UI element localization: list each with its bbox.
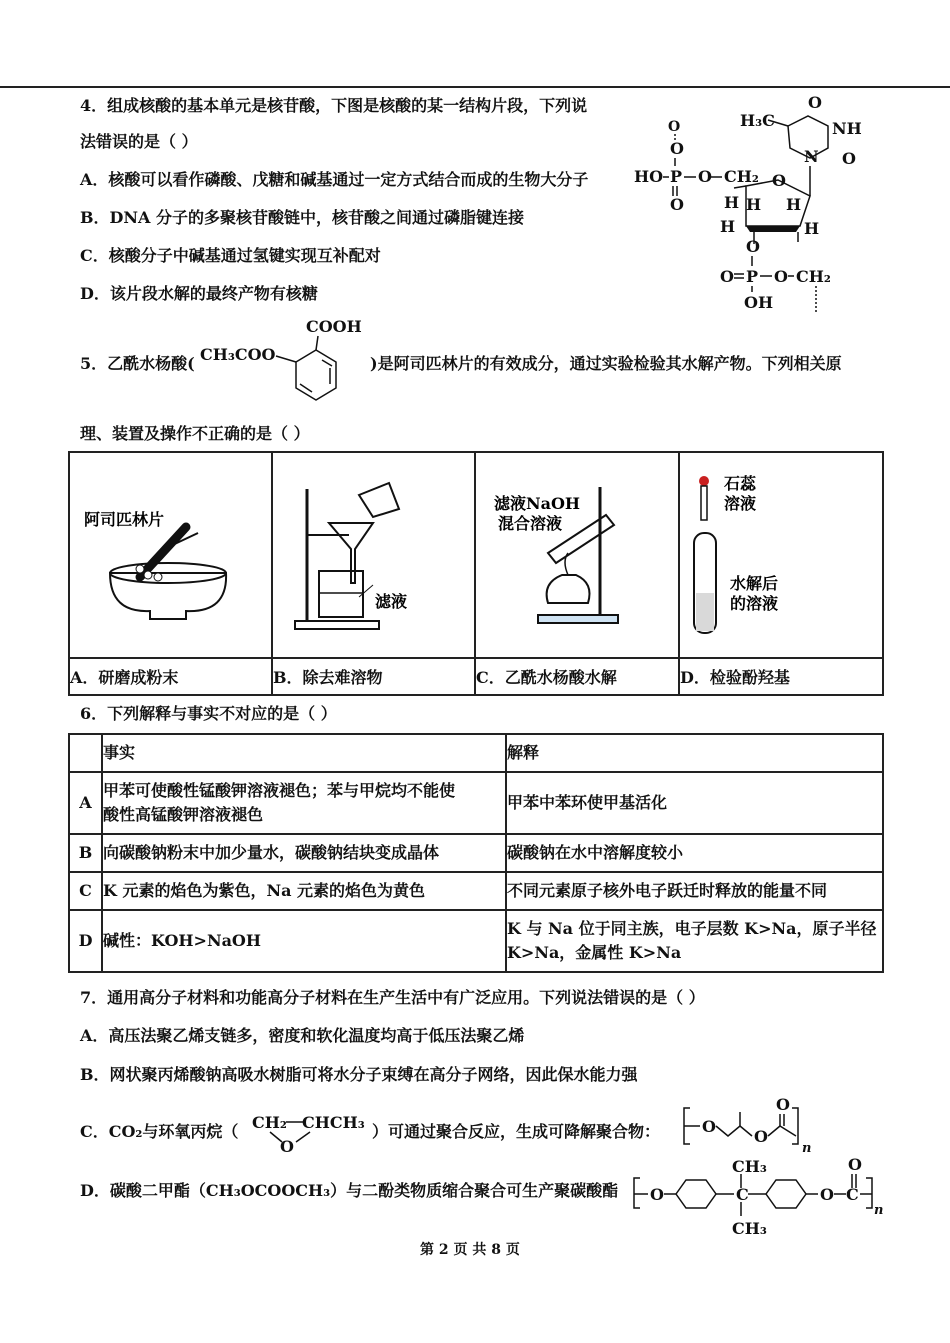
- svg-text:H₃C: H₃C: [740, 111, 775, 130]
- svg-text:CH₂: CH₂: [724, 167, 759, 186]
- q6-row-label: C: [69, 872, 102, 910]
- svg-text:O: O: [772, 171, 786, 190]
- svg-text:O: O: [650, 1185, 664, 1204]
- page-footer: 第 2 页 共 8 页: [420, 1242, 520, 1258]
- svg-text:O: O: [668, 119, 681, 135]
- q6-header-fact: 事实: [102, 734, 506, 772]
- svg-text:C: C: [736, 1185, 749, 1204]
- q4-option-b: B．DNA 分子的多聚核苷酸链中，核苷酸之间通过磷脂键连接: [80, 208, 525, 227]
- svg-text:N: N: [804, 147, 819, 166]
- svg-text:CH₃COO: CH₃COO: [200, 345, 276, 364]
- filtration-apparatus-image: [273, 453, 473, 657]
- svg-text:O: O: [842, 149, 856, 168]
- q6-header-explain: 解释: [506, 734, 883, 772]
- svg-text:OH: OH: [744, 293, 774, 312]
- svg-text:溶液: 溶液: [724, 494, 757, 513]
- nucleotide-structure-diagram: [628, 86, 878, 316]
- svg-text:石蕊: 石蕊: [724, 474, 757, 493]
- q5-image-d: [679, 452, 883, 658]
- polycarbonate-product-structure: [680, 1096, 820, 1156]
- q7-option-b: B．网状聚丙烯酸钠高吸水树脂可将水分子束缚在高分子网络，因此保水能力强: [80, 1065, 638, 1084]
- svg-text:H: H: [724, 193, 740, 212]
- svg-text:的溶液: 的溶液: [730, 594, 779, 613]
- svg-text:P: P: [670, 167, 683, 186]
- svg-text:CHCH₃: CHCH₃: [302, 1113, 365, 1132]
- svg-text:水解后: 水解后: [730, 574, 779, 593]
- mortar-pestle-image: [70, 453, 270, 657]
- q6-row-label: B: [69, 834, 102, 872]
- svg-text:O: O: [670, 195, 684, 214]
- q5-stem-end: )是阿司匹林片的有效成分，通过实验检验其水解产物。下列相关原: [370, 354, 842, 373]
- q5-caption-c: C．乙酰水杨酸水解: [475, 658, 679, 695]
- q6-row-explain: 甲苯中苯环使甲基活化: [506, 772, 883, 834]
- svg-text:O: O: [754, 1127, 768, 1146]
- q5-stem-start: 5．乙酰水杨酸(: [80, 354, 195, 373]
- polycarbonate-bisphenol-structure: [630, 1156, 884, 1240]
- q5-image-c: [475, 452, 679, 658]
- svg-text:CH₂: CH₂: [796, 267, 831, 286]
- svg-text:C: C: [846, 1185, 859, 1204]
- q6-stem: 6．下列解释与事实不对应的是（ ）: [80, 704, 337, 723]
- q5-caption-d: D．检验酚羟基: [679, 658, 883, 695]
- svg-text:O: O: [848, 1156, 862, 1174]
- q6-row-explain: 不同元素原子核外电子跃迁时释放的能量不同: [506, 872, 883, 910]
- q5-apparatus-table: [68, 451, 884, 696]
- q6-row-fact: 碱性：KOH>NaOH: [102, 910, 506, 972]
- svg-text:滤液: 滤液: [375, 592, 408, 611]
- q7-option-a: A．高压法聚乙烯支链多，密度和软化温度均高于低压法聚乙烯: [80, 1026, 525, 1045]
- q7-option-d: D．碳酸二甲酯（CH₃OCOOCH₃）与二酚类物质缩合聚合可生产聚碳酸酯: [80, 1181, 619, 1200]
- dropper-bulb: [699, 476, 709, 486]
- svg-text:NH: NH: [832, 119, 862, 138]
- svg-text:O: O: [820, 1185, 834, 1204]
- svg-text:混合溶液: 混合溶液: [498, 514, 563, 533]
- q7-option-c-end: ）可通过聚合反应，生成可降解聚合物：: [372, 1122, 661, 1141]
- q6-row-label: A: [69, 772, 102, 834]
- svg-text:O: O: [720, 267, 734, 286]
- svg-text:O: O: [746, 237, 760, 256]
- q4-stem-line1: 4．组成核酸的基本单元是核苷酸，下图是核酸的某一结构片段，下列说: [80, 96, 588, 115]
- svg-text:H: H: [746, 195, 762, 214]
- svg-text:CH₂: CH₂: [252, 1113, 287, 1132]
- svg-text:O: O: [670, 139, 684, 158]
- svg-text:滤液NaOH: 滤液NaOH: [494, 494, 581, 513]
- q4-option-d: D．该片段水解的最终产物有核糖: [80, 284, 318, 303]
- q6-header-blank: [69, 734, 102, 772]
- q4-option-a: A．核酸可以看作磷酸、戊糖和碱基通过一定方式结合而成的生物大分子: [80, 170, 589, 189]
- svg-text:H: H: [720, 217, 736, 236]
- q6-row-explain: 碳酸钠在水中溶解度较小: [506, 834, 883, 872]
- q4-option-c: C．核酸分子中碱基通过氢键实现互补配对: [80, 246, 381, 265]
- q5-stem-line2: 理、装置及操作不正确的是（ ）: [80, 424, 310, 443]
- litmus-test-image: [680, 453, 880, 657]
- propylene-oxide-structure: [242, 1106, 370, 1158]
- svg-text:O: O: [776, 1096, 790, 1114]
- svg-text:COOH: COOH: [306, 317, 362, 336]
- svg-text:阿司匹林片: 阿司匹林片: [84, 510, 165, 529]
- svg-text:CH₃: CH₃: [732, 1157, 767, 1176]
- svg-text:n: n: [802, 1141, 812, 1156]
- svg-text:O: O: [774, 267, 788, 286]
- svg-text:CH₃: CH₃: [732, 1219, 767, 1238]
- svg-text:O: O: [280, 1137, 294, 1156]
- svg-text:O: O: [702, 1117, 716, 1136]
- svg-text:O: O: [808, 93, 822, 112]
- heating-test-tube-image: [476, 453, 676, 657]
- svg-text:P: P: [746, 267, 759, 286]
- q6-table: [68, 733, 884, 973]
- q6-row-explain: K 与 Na 位于同主族，电子层数 K>Na，原子半径 K>Na，金属性 K>Na: [506, 910, 883, 972]
- q6-row-fact: K 元素的焰色为紫色，Na 元素的焰色为黄色: [102, 872, 506, 910]
- svg-text:O: O: [698, 167, 712, 186]
- svg-text:HO: HO: [634, 167, 664, 186]
- q5-image-a: [69, 452, 272, 658]
- svg-text:H: H: [786, 195, 802, 214]
- q5-caption-b: B．除去难溶物: [272, 658, 475, 695]
- q7-option-c-start: C．CO₂与环氧丙烷（: [80, 1122, 239, 1141]
- q6-row-fact: 甲苯可使酸性锰酸钾溶液褪色；苯与甲烷均不能使 酸性高锰酸钾溶液褪色: [102, 772, 506, 834]
- svg-text:n: n: [874, 1203, 884, 1218]
- q7-stem: 7．通用高分子材料和功能高分子材料在生产生活中有广泛应用。下列说法错误的是（ ）: [80, 988, 705, 1007]
- q6-row-fact: 向碳酸钠粉末中加少量水，碳酸钠结块变成晶体: [102, 834, 506, 872]
- q4-stem-line2: 法错误的是（ ）: [80, 132, 198, 151]
- q5-caption-a: A．研磨成粉末: [69, 658, 272, 695]
- q5-image-b: [272, 452, 475, 658]
- svg-text:H: H: [804, 219, 820, 238]
- q6-row-label: D: [69, 910, 102, 972]
- acetylsalicylic-acid-structure: [196, 312, 370, 412]
